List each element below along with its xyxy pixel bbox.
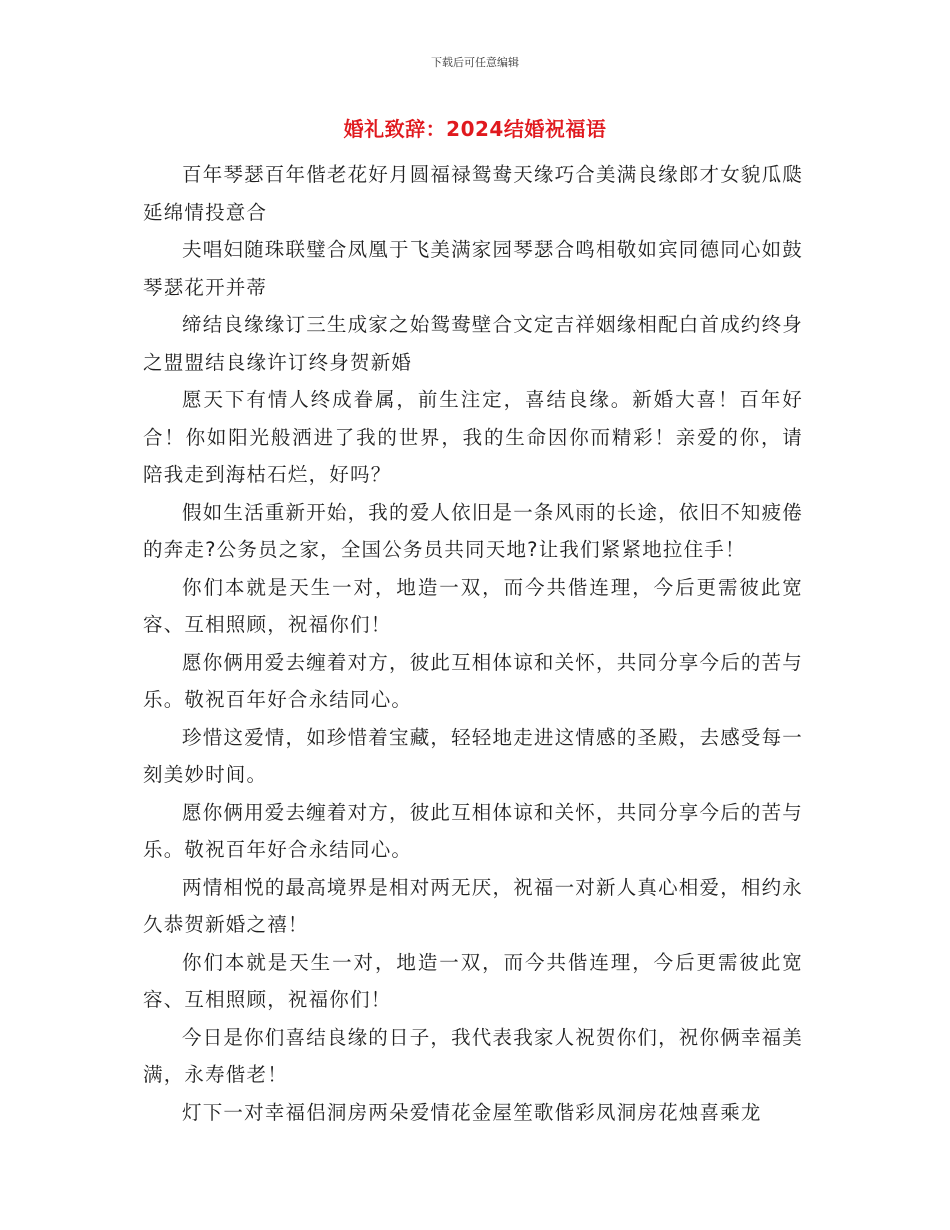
header-note: 下载后可任意编辑 bbox=[431, 56, 519, 69]
paragraph: 你们本就是天生一对，地造一双，而今共偕连理，今后更需彼此宽容、互相照顾，祝福你们！ bbox=[143, 950, 803, 1011]
paragraph: 愿天下有情人终成眷属，前生注定，喜结良缘。新婚大喜！百年好合！你如阳光般洒进了我的世界，我的生命因你而精彩！亲爱的你，请陪我走到海枯石烂，好吗？ bbox=[143, 388, 803, 486]
paragraph: 夫唱妇随珠联璧合凤凰于飞美满家园琴瑟合鸣相敬如宾同德同心如鼓琴瑟花开并蒂 bbox=[143, 238, 804, 299]
paragraph: 缔结良缘缘订三生成家之始鸳鸯壁合文定吉祥姻缘相配白首成约终身之盟盟结良缘许订终身贺新婚 bbox=[143, 313, 804, 374]
paragraph: 假如生活重新开始，我的爱人依旧是一条风雨的长途，依旧不知疲倦的奔走?公务员之家，全国公务员共同天地?让我们紧紧地拉住手！ bbox=[143, 500, 804, 561]
paragraph: 两情相悦的最高境界是相对两无厌，祝福一对新人真心相爱，相约永久恭贺新婚之禧！ bbox=[143, 875, 804, 936]
document-title: 婚礼致辞：2024结婚祝福语 bbox=[343, 117, 607, 141]
paragraph: 愿你俩用爱去缠着对方，彼此互相体谅和关怀，共同分享今后的苦与乐。敬祝百年好合永结同心。 bbox=[143, 650, 804, 711]
paragraph: 灯下一对幸福侣洞房两朵爱情花金屋笙歌偕彩凤洞房花烛喜乘龙 bbox=[182, 1100, 762, 1124]
paragraph: 百年琴瑟百年偕老花好月圆福禄鸳鸯天缘巧合美满良缘郎才女貌瓜瓞延绵情投意合 bbox=[143, 163, 804, 224]
paragraph: 你们本就是天生一对，地造一双，而今共偕连理，今后更需彼此宽容、互相照顾，祝福你们！ bbox=[143, 575, 803, 636]
paragraph: 珍惜这爱情，如珍惜着宝藏，轻轻地走进这情感的圣殿，去感受每一刻美妙时间。 bbox=[143, 725, 804, 786]
paragraph: 今日是你们喜结良缘的日子，我代表我家人祝贺你们，祝你俩幸福美满，永寿偕老！ bbox=[143, 1025, 804, 1086]
paragraph: 愿你俩用爱去缠着对方，彼此互相体谅和关怀，共同分享今后的苦与乐。敬祝百年好合永结同心。 bbox=[143, 800, 804, 861]
document-body bbox=[143, 156, 803, 1131]
